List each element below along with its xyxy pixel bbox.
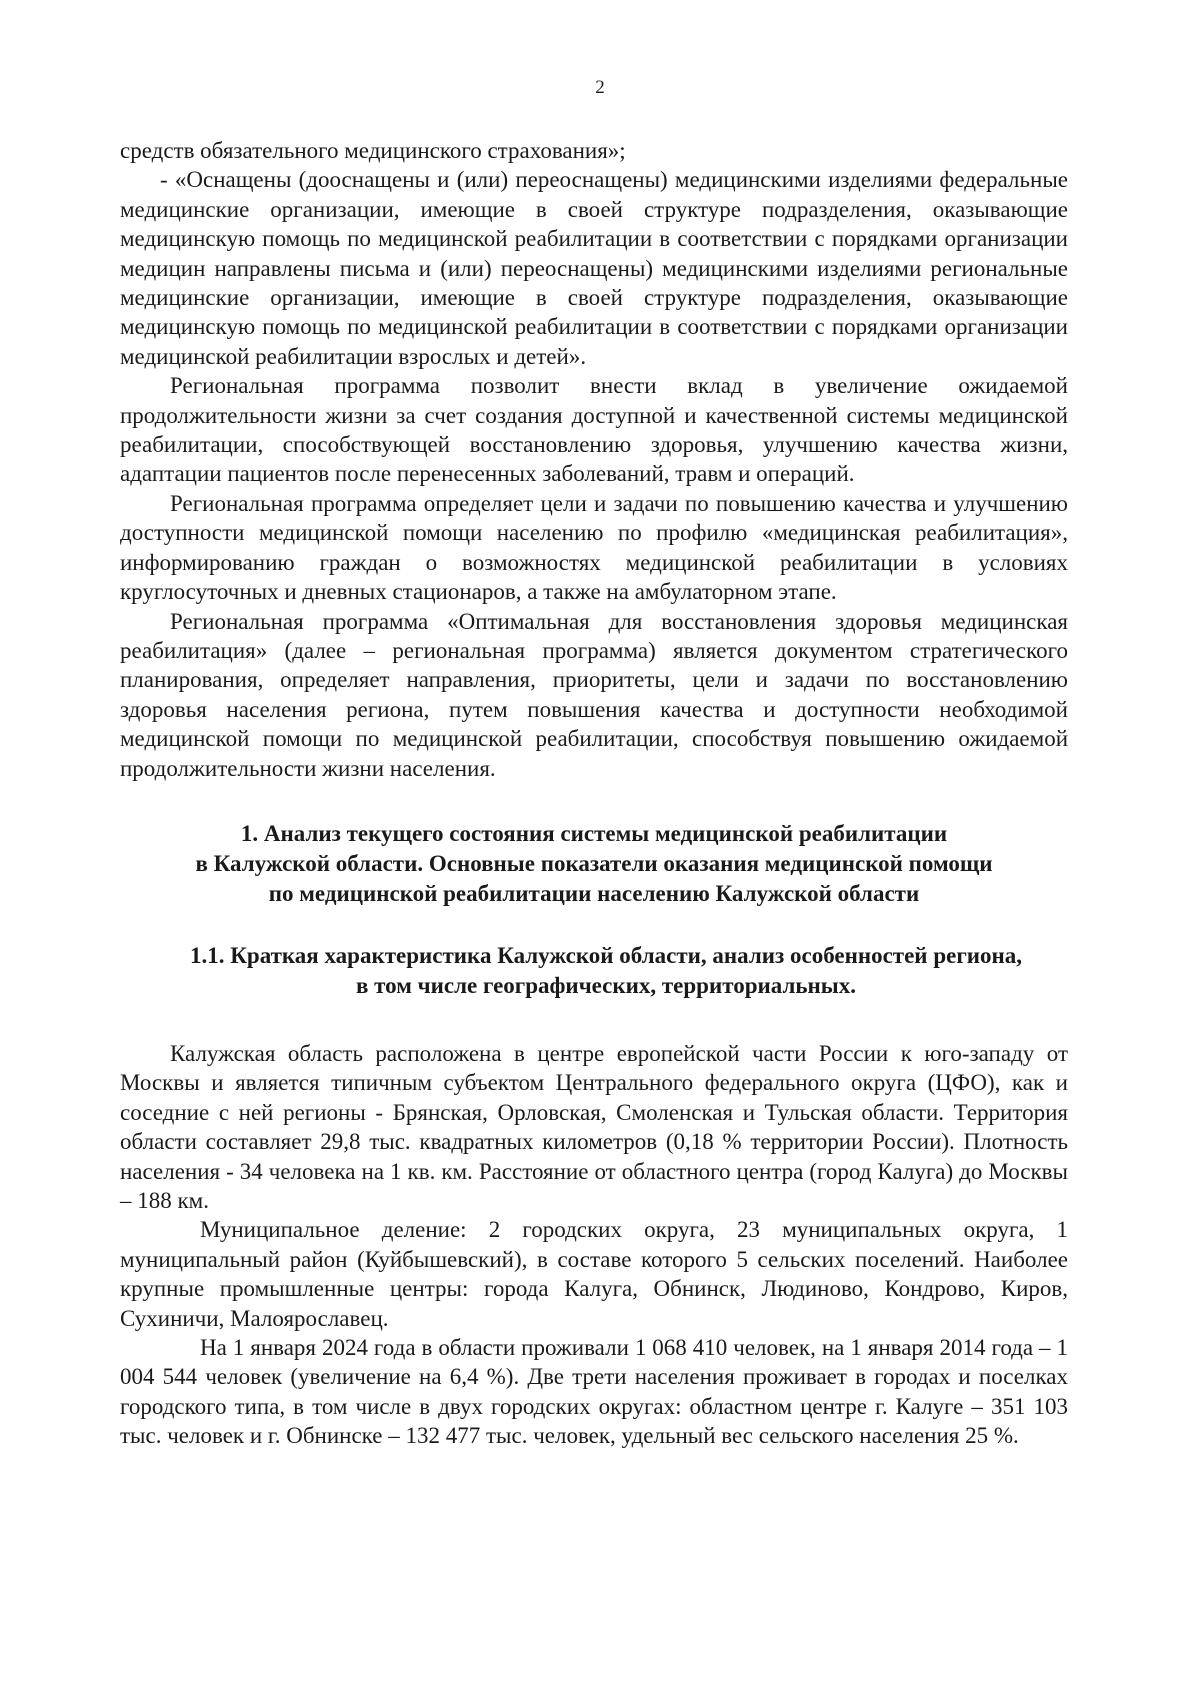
paragraph-program-goals: Региональная программа определяет цели и задачи по повышению качества и улучшению доступности медицинской помощи населению по профилю «медицинская реабилитация», информированию граждан о возможностях медицинской реабилитации в условиях круглосуточных и дневных стационаров, а также на амбулаторном этапе. — [120, 490, 1068, 605]
document-body — [120, 136, 1068, 1451]
section-heading-1-1 — [120, 941, 1068, 1001]
section-heading-1-line: 1. Анализ текущего состояния системы медицинской реабилитации — [240, 820, 948, 846]
section-heading-1-line: в Калужской области. Основные показатели оказания медицинской помощи — [195, 850, 993, 876]
paragraph-equipment-list-item: - «Оснащены (дооснащены и (или) переоснащены) медицинскими изделиями федеральные медицинские организации, имеющие в своей структуре подразделения, оказывающие медицинскую помощь по медицинской реабилитации в соответствии с порядками организации медицин направлены письма и (или) переоснащены) медицинскими изделиями региональные медицинские организации, имеющие в своей структуре подразделения, оказывающие медицинскую помощь по медицинской реабилитации в соответствии с порядками организации медицинской реабилитации взрослых и детей». — [120, 167, 1068, 369]
paragraph-region-location: Калужская область расположена в центре европейской части России к юго-западу от Москвы и является типичным субъектом Центрального федерального округа (ЦФО), как и соседние с ней регионы - Брянская, Орловская, Смоленская и Тульская области. Территория области составляет 29,8 тыс. квадратных километров (0,18 % территории России). Плотность населения - 34 человека на 1 кв. км. Расстояние от областного центра (город Калуга) до Москвы – 188 км. — [120, 1040, 1068, 1213]
section-heading-1-1-line: в том числе географических, территориальных. — [356, 972, 856, 998]
paragraph-program-definition: Региональная программа «Оптимальная для восстановления здоровья медицинская реабилитация» (далее – региональная программа) является документом стратегического планирования, определяет направления, приоритеты, цели и задачи по восстановлению здоровья населения региона, путем повышения качества и доступности необходимой медицинской помощи по медицинской реабилитации, способствуя повышению ожидаемой продолжительности жизни населения. — [120, 608, 1068, 781]
paragraph-municipal-division: Муниципальное деление: 2 городских округа, 23 муниципальных округа, 1 муниципальный район (Куйбышевский), в составе которого 5 сельских поселений. Наиболее крупные промышленные центры: города Калуга, Обнинск, Людиново, Кондрово, Киров, Сухиничи, Малоярославец. — [120, 1217, 1068, 1331]
paragraph-insurance-funds: средств обязательного медицинского страхования»; — [120, 138, 626, 163]
section-heading-1 — [120, 819, 1068, 909]
paragraph-population: На 1 января 2024 года в области проживали 1 068 410 человек, на 1 января 2014 года – 1 004 544 человек (увеличение на 6,4 %). Две трети населения проживает в городах и поселках городского типа, в том числе в двух городских округах: областном центре г. Калуге – 351 103 тыс. человек и г. Обнинске – 132 477 тыс. человек, удельный вес сельского населения 25 %. — [120, 1335, 1068, 1449]
section-heading-1-line: по медицинской реабилитации населению Калужской области — [268, 880, 920, 906]
page-number: 2 — [595, 77, 605, 98]
paragraph-program-life-expectancy: Региональная программа позволит внести вклад в увеличение ожидаемой продолжительности жизни за счет создания доступной и качественной системы медицинской реабилитации, способствующей восстановлению здоровья, улучшению качества жизни, адаптации пациентов после перенесенных заболеваний, травм и операций. — [120, 373, 1068, 487]
section-heading-1-1-line: 1.1. Краткая характеристика Калужской области, анализ особенностей региона, — [189, 942, 1023, 968]
